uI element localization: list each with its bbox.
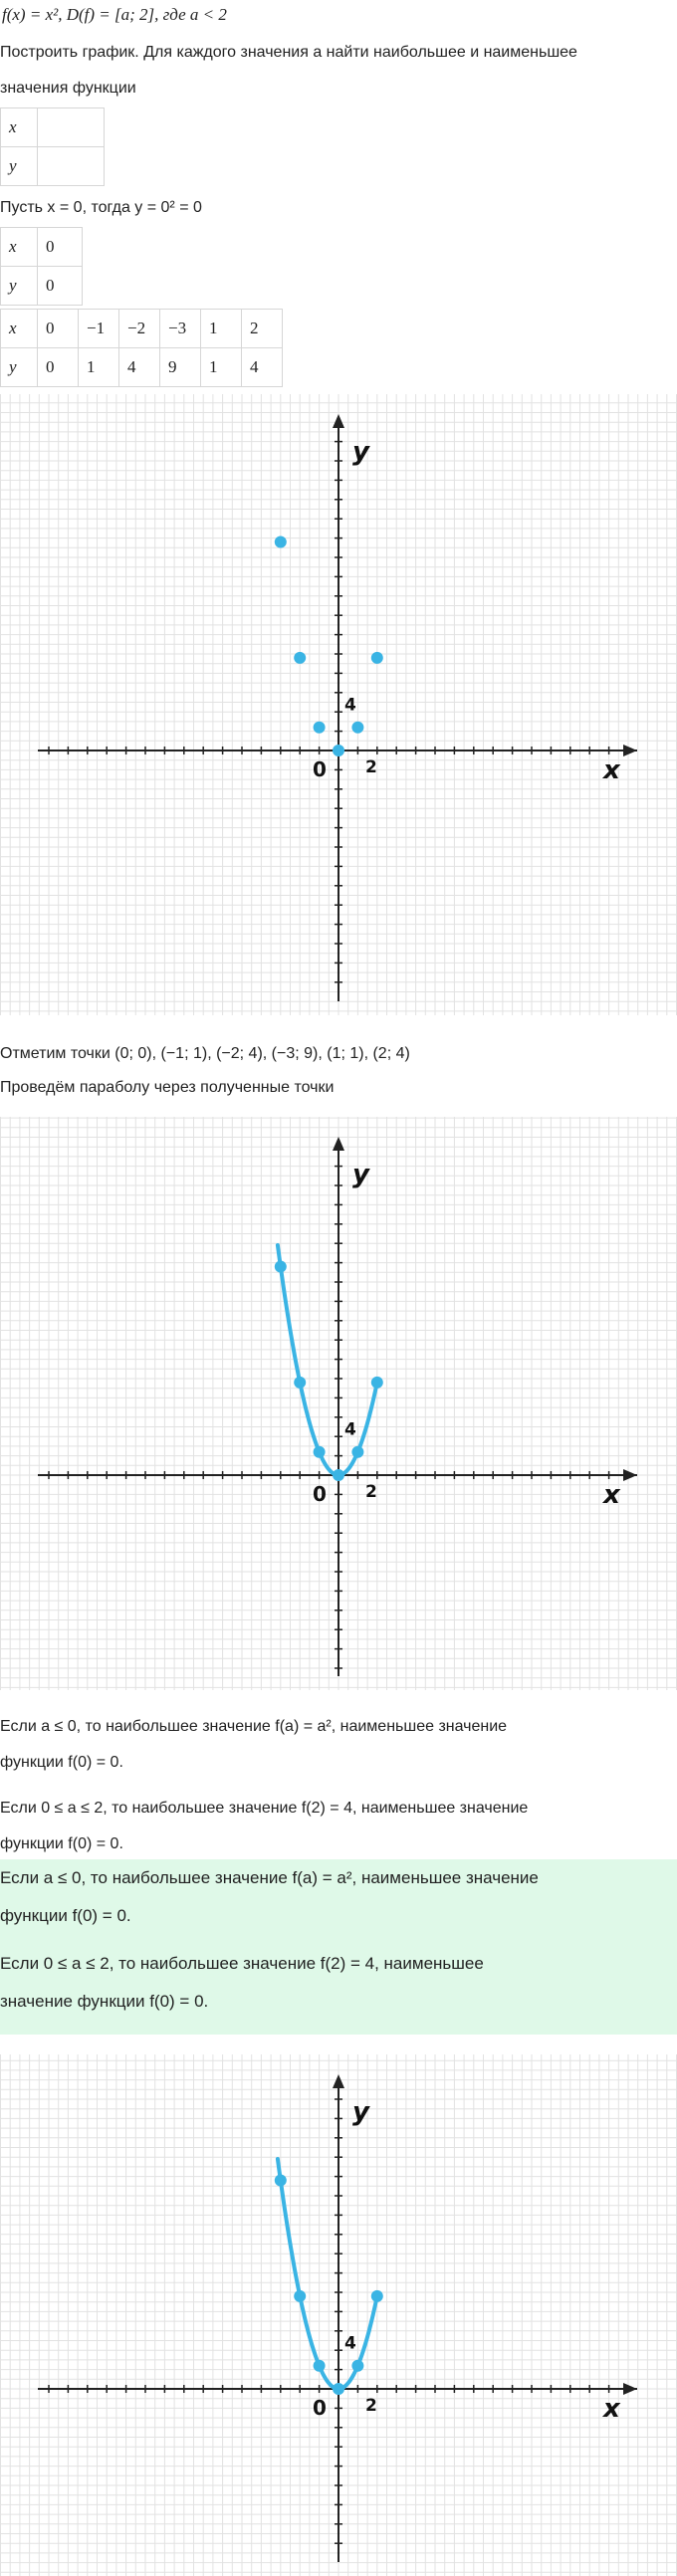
data-point <box>275 1260 287 1272</box>
table-cell: 1 <box>201 348 242 387</box>
x-tick-label: 2 <box>365 1482 377 1502</box>
points-graph <box>0 394 677 1015</box>
data-point <box>294 1377 306 1389</box>
table-cell: 0 <box>38 267 83 306</box>
data-point <box>371 2290 383 2302</box>
data-point <box>314 722 326 734</box>
table-header-y: y <box>1 348 38 387</box>
data-point <box>294 2290 306 2302</box>
table-cell: −1 <box>79 310 119 348</box>
table-row <box>1 267 83 306</box>
data-point <box>314 2360 326 2372</box>
table-cell: 9 <box>160 348 201 387</box>
step-x-zero: Пусть x = 0, тогда y = 0² = 0 <box>0 199 202 216</box>
x-tick-label: 2 <box>365 2396 377 2416</box>
data-point <box>351 722 363 734</box>
highlight-case-2-line-1: Если 0 ≤ a ≤ 2, то наибольшее значение f(2) = 4, наименьшее <box>0 1954 484 1973</box>
table-row <box>1 147 105 186</box>
data-point <box>314 1446 326 1458</box>
table-cell: −2 <box>119 310 160 348</box>
origin-label: 0 <box>313 2396 327 2420</box>
final-parabola-graph <box>0 2054 677 2576</box>
origin-label: 0 <box>313 757 327 781</box>
data-point <box>371 652 383 664</box>
parabola-curve <box>278 2159 377 2389</box>
value-table-full <box>0 309 283 387</box>
data-point <box>275 2174 287 2186</box>
y-tick-label: 4 <box>344 1419 356 1440</box>
table-header-y: y <box>1 147 38 186</box>
parabola-graph <box>0 1117 677 1690</box>
function-definition: f(x) = x², D(f) = [a; 2], где a < 2 <box>2 5 227 24</box>
table-row <box>1 348 283 387</box>
data-point <box>333 1469 344 1481</box>
table-cell: 0 <box>38 310 79 348</box>
task-line-2: значения функции <box>0 80 136 97</box>
y-axis-label: y <box>352 1160 369 1189</box>
x-axis-arrow <box>623 745 637 756</box>
data-point <box>333 2383 344 2395</box>
table-cell: 1 <box>201 310 242 348</box>
y-axis-arrow <box>333 2074 344 2088</box>
data-point <box>333 745 344 756</box>
table-cell: 4 <box>242 348 283 387</box>
table-header-x: x <box>1 228 38 267</box>
answer-case-2-line-2: функции f(0) = 0. <box>0 1835 123 1852</box>
parabola-curve <box>278 1245 377 1475</box>
table-cell: 1 <box>79 348 119 387</box>
data-point <box>294 652 306 664</box>
table-cell: −3 <box>160 310 201 348</box>
table-header-x: x <box>1 108 38 147</box>
x-axis-label: x <box>603 1480 620 1510</box>
y-axis-arrow <box>333 414 344 428</box>
task-line-1: Построить график. Для каждого значения a найти наибольшее и наименьшее <box>0 44 577 61</box>
y-axis-arrow <box>333 1137 344 1151</box>
highlight-case-2-line-2: значение функции f(0) = 0. <box>0 1992 209 2011</box>
data-point <box>351 1446 363 1458</box>
table-row <box>1 228 83 267</box>
y-tick-label: 4 <box>344 2333 356 2354</box>
data-point <box>275 536 287 547</box>
x-tick-label: 2 <box>365 757 377 777</box>
answer-case-2-line-1: Если 0 ≤ a ≤ 2, то наибольшее значение f(2) = 4, наименьшее значение <box>0 1800 529 1817</box>
value-table-empty <box>0 107 105 186</box>
value-table-zero <box>0 227 83 306</box>
table-cell: 0 <box>38 348 79 387</box>
answer-case-1-line-1: Если a ≤ 0, то наибольшее значение f(a) = a², наименьшее значение <box>0 1718 508 1735</box>
table-row <box>1 310 283 348</box>
highlight-case-1-line-2: функции f(0) = 0. <box>0 1906 131 1925</box>
table-cell: 4 <box>119 348 160 387</box>
origin-label: 0 <box>313 1482 327 1506</box>
table-row <box>1 108 105 147</box>
draw-parabola-text: Проведём параболу через полученные точки <box>0 1079 335 1096</box>
data-point <box>351 2360 363 2372</box>
table-cell: 2 <box>242 310 283 348</box>
answer-case-1-line-2: функции f(0) = 0. <box>0 1754 123 1771</box>
mark-points-text: Отметим точки (0; 0), (−1; 1), (−2; 4), (−3; 9), (1; 1), (2; 4) <box>0 1045 410 1062</box>
x-axis-arrow <box>623 1469 637 1481</box>
table-header-y: y <box>1 267 38 306</box>
table-header-x: x <box>1 310 38 348</box>
y-axis-label: y <box>352 437 369 467</box>
y-tick-label: 4 <box>344 695 356 716</box>
x-axis-label: x <box>603 755 620 785</box>
data-point <box>371 1377 383 1389</box>
table-cell: 0 <box>38 228 83 267</box>
x-axis-label: x <box>603 2394 620 2424</box>
highlight-case-1-line-1: Если a ≤ 0, то наибольшее значение f(a) = a², наименьшее значение <box>0 1868 539 1887</box>
y-axis-label: y <box>352 2097 369 2127</box>
x-axis-arrow <box>623 2383 637 2395</box>
